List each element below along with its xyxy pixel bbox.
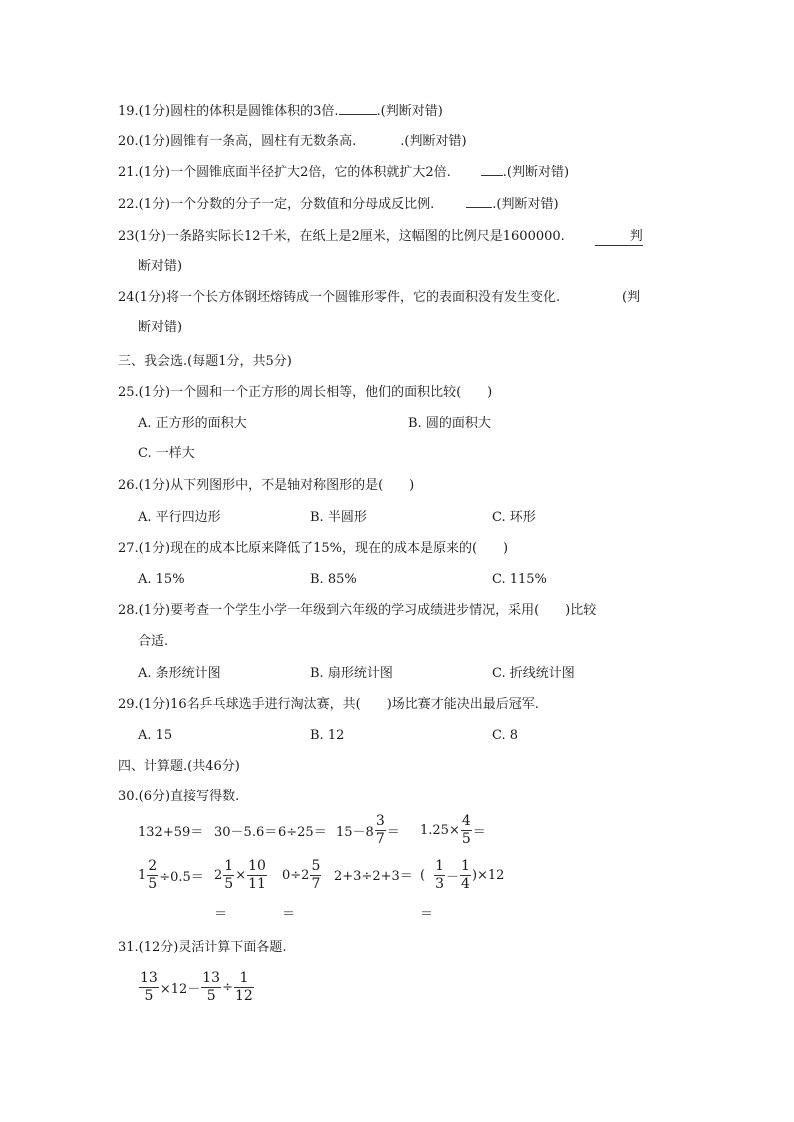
section-3-title: 三、我会选.(每题1分，共5分): [118, 354, 292, 369]
question-30-stem: 30.(6分)直接写得数.: [118, 789, 240, 804]
fraction: [223, 858, 234, 893]
calc-expression-5: [420, 813, 486, 848]
calc-expression-9: 2+3÷2+3＝: [334, 869, 413, 884]
expr-8-prefix: 0÷: [282, 868, 302, 883]
answer-blank[interactable]: [466, 207, 492, 208]
question-20-text: 20.(1分)圆锥有一条高，圆柱有无数条高.: [118, 134, 357, 149]
calc-expression-7: [214, 858, 268, 893]
calc-expression-8: [282, 858, 322, 893]
calc-expression-31-1: [138, 970, 255, 1005]
numerator: 2: [148, 858, 158, 874]
calc-expression-10: [420, 858, 504, 893]
option-26-c[interactable]: C. 环形: [492, 510, 536, 525]
fraction: [375, 813, 386, 848]
calc-expression-6: [138, 858, 204, 893]
question-24-tail: (判: [622, 290, 641, 305]
calc-expression-4: [336, 813, 400, 848]
equals-sign-8: ＝: [282, 907, 296, 922]
question-19-tail: .(判断对错): [376, 104, 443, 119]
option-26-b[interactable]: B. 半圆形: [310, 510, 367, 525]
question-19-text: 19.(1分)圆柱的体积是圆锥体积的3倍.: [118, 104, 339, 119]
denominator: 5: [144, 988, 154, 1004]
question-28-stem: 28.(1分)要考查一个学生小学一年级到六年级的学习成绩进步情况，采用( )比较: [118, 603, 597, 618]
equals-sign: ＝: [386, 825, 400, 840]
option-26-a[interactable]: A. 平行四边形: [138, 510, 221, 525]
question-24-line2: 断对错): [138, 320, 183, 335]
fraction: [234, 970, 254, 1005]
numerator: 13: [140, 970, 158, 986]
numerator: 1: [435, 858, 444, 874]
operator: ×12－: [159, 982, 201, 997]
calc-expression-1: 132+59＝: [138, 825, 204, 840]
expr-6-suffix: ÷0.5＝: [159, 870, 204, 885]
option-25-b[interactable]: B. 圆的面积大: [408, 416, 491, 431]
denominator: 4: [461, 876, 470, 892]
option-28-b[interactable]: B. 扇形统计图: [310, 666, 393, 681]
expr-5-prefix: 1.25×: [420, 823, 460, 838]
denominator: 7: [375, 831, 385, 847]
denominator: 5: [461, 831, 471, 847]
answer-blank[interactable]: [339, 114, 377, 115]
denominator: 7: [311, 876, 321, 892]
question-29-stem: 29.(1分)16名乒乓球选手进行淘汰赛，共( )场比赛才能决出最后冠军.: [118, 697, 539, 712]
denominator: 12: [235, 988, 253, 1004]
denominator: 3: [435, 876, 444, 892]
question-23: [118, 229, 643, 246]
fraction: [434, 858, 445, 893]
numerator: 5: [311, 858, 321, 874]
option-27-c[interactable]: C. 115%: [492, 572, 547, 587]
minus-sign: －: [446, 870, 460, 885]
denominator: 5: [206, 988, 216, 1004]
question-21-tail: .(判断对错): [502, 165, 570, 180]
question-19: [118, 104, 443, 120]
question-23-line2: 断对错): [138, 259, 183, 274]
open-paren: (: [420, 868, 426, 883]
close-paren-times: )×12: [471, 868, 505, 883]
question-27-stem: 27.(1分)现在的成本比原来降低了15%，现在的成本是原来的( ): [118, 541, 509, 556]
section-4-title: 四、计算题.(共46分): [118, 759, 240, 774]
mixed-whole: 2: [214, 868, 223, 883]
numerator: 13: [202, 970, 221, 986]
fraction: [139, 970, 159, 1005]
option-25-a[interactable]: A. 正方形的面积大: [138, 416, 247, 431]
option-28-a[interactable]: A. 条形统计图: [138, 666, 221, 681]
option-29-c[interactable]: C. 8: [492, 728, 519, 743]
option-29-b[interactable]: B. 12: [310, 728, 345, 743]
mixed-whole: 1: [138, 868, 147, 883]
question-25-stem: 25.(1分)一个圆和一个正方形的周长相等，他们的面积比较( ): [118, 385, 493, 400]
question-23-text: 23(1分)一条路实际长12千米，在纸上是2厘米，这幅图的比例尺是1600000.: [118, 229, 565, 244]
question-20-tail: .(判断对错): [400, 134, 467, 149]
question-26-stem: 26.(1分)从下列图形中，不是轴对称图形的是( ): [118, 478, 415, 493]
question-24: [118, 290, 560, 306]
fraction: [310, 858, 321, 893]
option-25-c[interactable]: C. 一样大: [138, 446, 195, 461]
denominator: 5: [148, 876, 158, 892]
question-21-text: 21.(1分)一个圆锥底面半径扩大2倍，它的体积就扩大2倍.: [118, 165, 451, 180]
question-23-tail: 判: [629, 229, 643, 244]
calc-expression-2: 30－5.6＝: [214, 825, 278, 840]
numerator: 4: [461, 813, 471, 829]
calc-expression-3: 6÷25＝: [278, 825, 327, 840]
option-27-b[interactable]: B. 85%: [310, 572, 357, 587]
equals-sign-10: ＝: [420, 907, 434, 922]
fraction: [201, 970, 221, 1005]
equals-sign-7: ＝: [214, 907, 228, 922]
denominator: 5: [224, 876, 234, 892]
fraction: [247, 858, 267, 893]
equals-sign: ＝: [472, 825, 486, 840]
fraction: [461, 813, 472, 848]
numerator: 3: [375, 813, 385, 829]
question-22: [118, 197, 559, 213]
fraction: [460, 858, 471, 893]
option-28-c[interactable]: C. 折线统计图: [492, 666, 575, 681]
question-24-text: 24(1分)将一个长方体钢坯熔铸成一个圆锥形零件，它的表面积没有发生变化.: [118, 290, 561, 305]
answer-blank[interactable]: [595, 229, 643, 246]
question-28-stem-line2: 合适.: [138, 634, 169, 649]
option-27-a[interactable]: A. 15%: [138, 572, 185, 587]
numerator: 1: [224, 858, 234, 874]
numerator: 1: [461, 858, 470, 874]
numerator: 1: [234, 970, 254, 988]
mixed-whole: 2: [301, 868, 310, 883]
answer-blank[interactable]: [481, 175, 503, 176]
numerator: 10: [248, 858, 266, 874]
times-sign: ×: [235, 868, 247, 883]
question-31-stem: 31.(12分)灵活计算下面各题.: [118, 940, 287, 955]
divide-sign: ÷: [222, 980, 233, 995]
fraction: [147, 858, 158, 893]
expr-4-prefix: 15－8: [336, 825, 374, 840]
question-22-text: 22.(1分)一个分数的分子一定，分数值和分母成反比例.: [118, 197, 435, 212]
question-20: [118, 134, 467, 150]
question-22-tail: .(判断对错): [492, 197, 559, 212]
denominator: 11: [248, 876, 266, 892]
option-29-a[interactable]: A. 15: [138, 728, 173, 743]
question-21: [118, 165, 569, 181]
